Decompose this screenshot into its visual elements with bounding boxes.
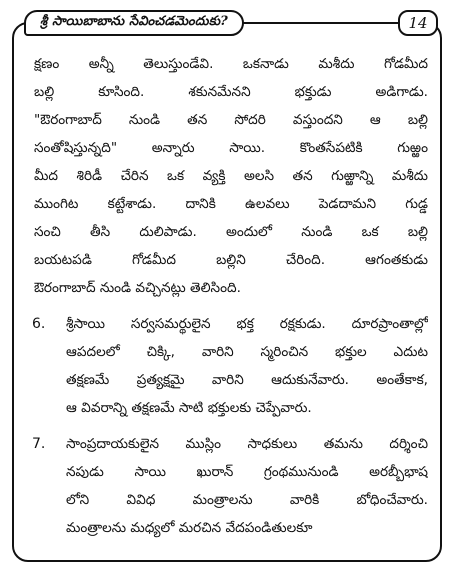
- header-title: శ్రీ సాయిబాబాను సేవించడమెందుకు?: [40, 14, 228, 29]
- numbered-item-6: [34, 310, 428, 422]
- text-line: ఆ వివరాన్ని తక్షణమే సాటి భక్తులకు చెప్పేవారు.: [66, 400, 312, 416]
- text-line: బయటపడి గోడమీద బల్లిని చేరింది. ఆగంతకుడు: [34, 252, 428, 268]
- text-line: ఔరంగాబాద్ నుండి వచ్చినట్లు తెలిసింది.: [34, 280, 241, 296]
- running-header: [24, 10, 244, 36]
- continued-paragraph: [34, 50, 428, 302]
- text-line: ముంగిట కట్టేశాడు. దానికి ఉలవలు పెడదామని గుడ్డ: [34, 196, 428, 212]
- numbered-item-7: [34, 430, 428, 542]
- text-line: సంచి తీసి దులిపాడు. అందులో నుండి ఒక బల్లి: [34, 224, 428, 240]
- page-body: [34, 50, 428, 542]
- book-page: [12, 8, 448, 568]
- text-line: శ్రీసాయి సర్వసమర్థులైన భక్త రక్షకుడు. దూరప్రాంతాల్లో: [66, 316, 428, 332]
- text-line: క్షణం అన్నీ తెలుస్తుండేవి. ఒకనాడు మశీదు గోడమీద: [34, 56, 428, 72]
- text-line: లోని వివిధ మంత్రాలను వారికి బోధించేవారు.: [66, 492, 428, 508]
- text-line: "ఔరంగాబాద్ నుండి తన సోదరి వస్తుందని ఆ బల్లి: [34, 112, 428, 128]
- text-line: మంత్రాలను మధ్యలో మరచిన వేదపండితులకూ: [66, 520, 313, 536]
- page-number: 14: [398, 10, 438, 36]
- text-line: ఆపదలలో చిక్కి, వారిని స్మరించిన భక్తుల ఎదుట: [66, 344, 428, 360]
- text-line: సంతోషిస్తున్నది" అన్నారు సాయి. కొంతసేపటికి గుఱ్ఱం: [34, 140, 428, 156]
- text-line: బల్లి కూసింది. శకునమేనని భక్తుడు అడిగాడు.: [34, 84, 428, 100]
- item-number: 6.: [32, 316, 46, 332]
- text-line: తక్షణమే ప్రత్యక్షమై వారిని ఆదుకునేవారు. అంతేకాక,: [66, 372, 428, 388]
- text-line: సాంప్రదాయకులైన ముస్లిం సాధకులు తమను దర్శించి: [66, 436, 428, 452]
- item-number: 7.: [32, 436, 46, 452]
- text-line: మీద శిరిడీ చేరిన ఒక వ్యక్తి అలసి తన గుఱ్ఱాన్ని మశీదు: [34, 168, 428, 184]
- text-line: నపుడు సాయి ఖురాన్ గ్రంథమునుండి అరబ్బీభాష: [66, 464, 428, 480]
